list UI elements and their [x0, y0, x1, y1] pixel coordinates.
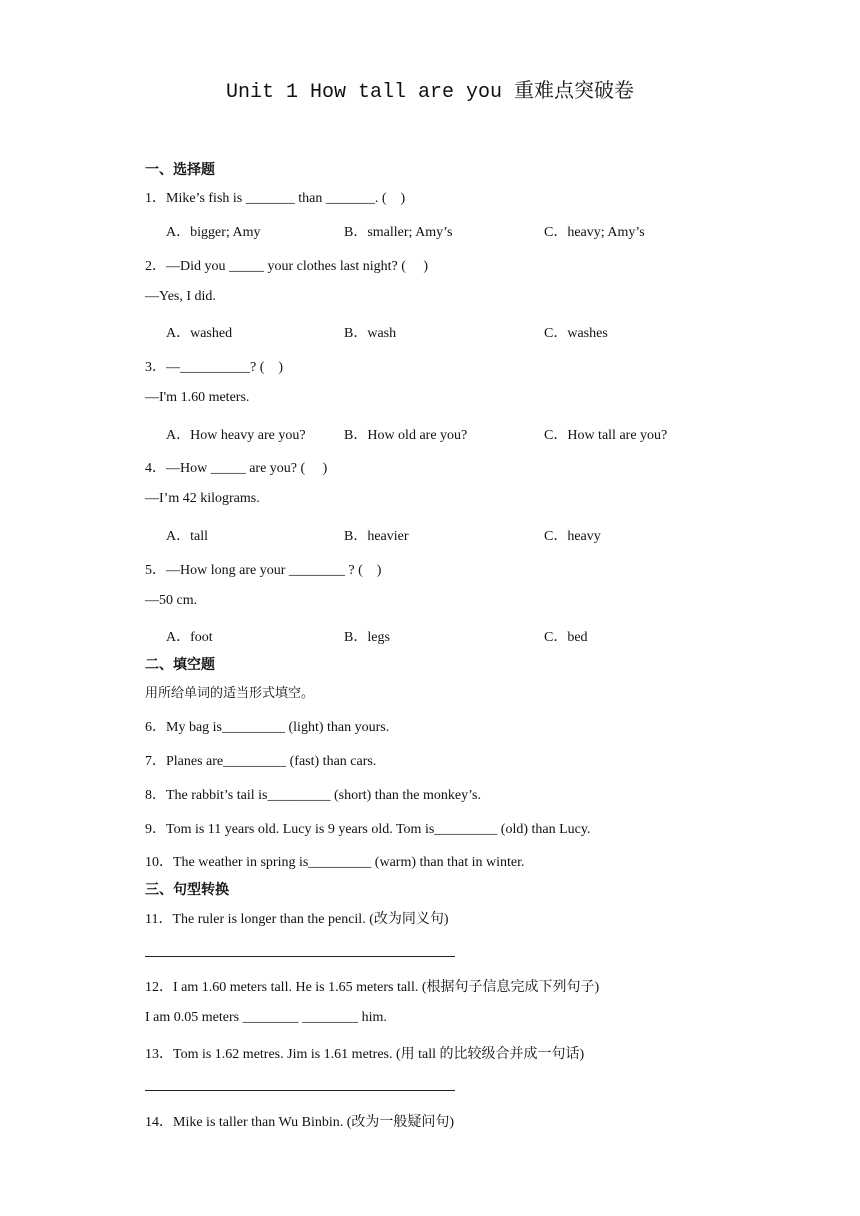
q1-option-b: B．smaller; Amy’s [344, 225, 453, 240]
question-13: 13．Tom is 1.62 metres. Jim is 1.61 metres. (用 tall 的比较级合并成一句话) [145, 1047, 585, 1062]
question-14: 14．Mike is taller than Wu Binbin. (改为一般疑问句) [145, 1115, 455, 1130]
answer-line-11 [145, 956, 455, 957]
q3-option-b: B．How old are you? [344, 428, 468, 443]
q3-option-c: C．How tall are you? [544, 428, 668, 443]
q5-option-c: C．bed [544, 630, 588, 645]
answer-line-13 [145, 1090, 455, 1091]
section-sentence-transformation: 三、句型转换 [145, 882, 229, 898]
question-3: 3．—__________? ( ) [145, 360, 284, 375]
fill-in-instruction: 用所给单词的适当形式填空。 [145, 686, 315, 701]
question-2: 2．—Did you _____ your clothes last night? ( ) [145, 259, 429, 274]
question-10: 10．The weather in spring is_________ (warm) than that in winter. [145, 855, 525, 870]
question-12-sentence: I am 0.05 meters ________ ________ him. [145, 1010, 387, 1025]
question-5-answer-line: —50 cm. [145, 593, 198, 608]
q2-option-c: C．washes [544, 326, 608, 341]
question-12: 12．I am 1.60 meters tall. He is 1.65 meters tall. (根据句子信息完成下列句子) [145, 980, 600, 995]
q4-option-c: C．heavy [544, 529, 601, 544]
q1-option-c: C．heavy; Amy’s [544, 225, 645, 240]
question-5: 5．—How long are your ________ ? ( ) [145, 563, 382, 578]
q2-option-a: A．washed [166, 326, 233, 341]
q4-option-a: A．tall [166, 529, 208, 544]
q1-option-a: A．bigger; Amy [166, 225, 261, 240]
question-7: 7．Planes are_________ (fast) than cars. [145, 754, 377, 769]
question-8: 8．The rabbit’s tail is_________ (short) than the monkey’s. [145, 788, 481, 803]
q3-option-a: A．How heavy are you? [166, 428, 306, 443]
question-11: 11．The ruler is longer than the pencil. (改为同义句) [145, 912, 449, 927]
q5-option-a: A．foot [166, 630, 213, 645]
question-2-answer-line: —Yes, I did. [145, 289, 216, 304]
q4-option-b: B．heavier [344, 529, 409, 544]
question-3-answer-line: —I'm 1.60 meters. [145, 390, 250, 405]
q5-option-b: B．legs [344, 630, 390, 645]
section-multiple-choice: 一、选择题 [145, 162, 215, 178]
question-4: 4．—How _____ are you? ( ) [145, 461, 328, 476]
page-title: Unit 1 How tall are you 重难点突破卷 [225, 81, 635, 104]
question-6: 6．My bag is_________ (light) than yours. [145, 720, 390, 735]
question-4-answer-line: —I’m 42 kilograms. [145, 491, 260, 506]
q2-option-b: B．wash [344, 326, 397, 341]
question-9: 9．Tom is 11 years old. Lucy is 9 years old. Tom is_________ (old) than Lucy. [145, 822, 591, 837]
section-fill-in: 二、填空题 [145, 657, 215, 673]
question-1: 1．Mike’s fish is _______ than _______. ( ) [145, 191, 406, 206]
